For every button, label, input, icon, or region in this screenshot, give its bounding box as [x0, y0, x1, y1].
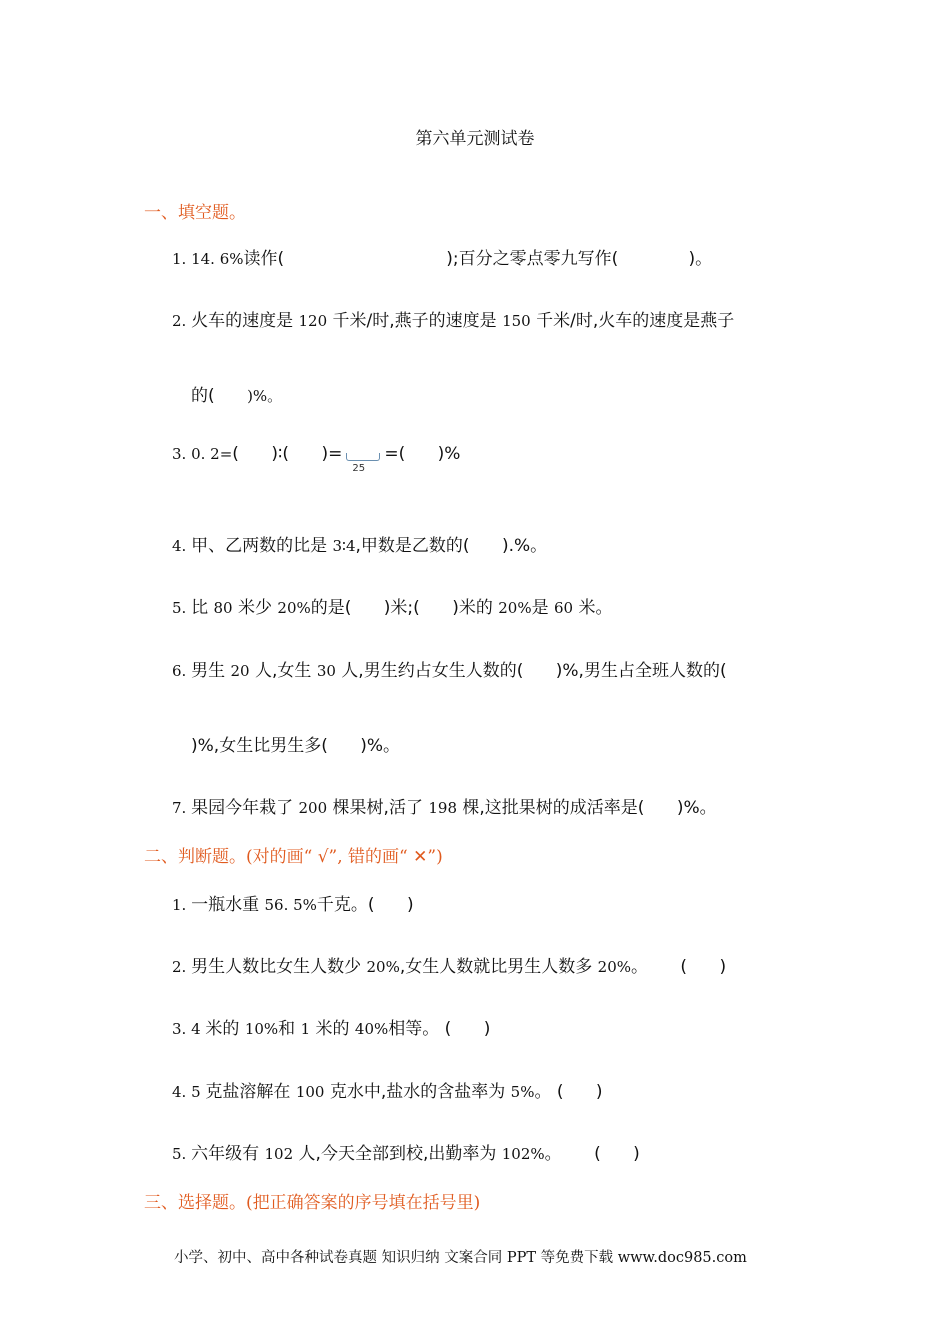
question-number: 5.: [172, 599, 192, 617]
fill-question-7: 7. 果园今年栽了 200 棵果树,活了 198 棵,这批果树的成活率是( )%。: [172, 798, 717, 818]
judge-question-1: 1. 一瓶水重 56. 5%千克。( ): [172, 895, 414, 915]
question-number: 4.: [172, 537, 192, 555]
fill-question-3: 3. 0. 2=( )∶( )= 25 =( )%: [172, 444, 461, 474]
fraction-blank: 25: [344, 447, 382, 471]
fill-question-4: 4. 甲、乙两数的比是 3∶4,甲数是乙数的( ).%。: [172, 536, 548, 556]
page-footer: 小学、初中、高中各种试卷真题 知识归纳 文案合同 PPT 等免费下载 www.doc985.com: [174, 1250, 747, 1266]
fill-question-6: 6. 男生 20 人,女生 30 人,男生约占女生人数的( )%,男生占全班人数的(: [172, 661, 727, 681]
fill-question-2-continued: 的( )%。: [191, 386, 283, 406]
fill-question-1: 1. 14. 6%读作( );百分之零点零九写作( )。: [172, 249, 713, 269]
judge-question-5: 5. 六年级有 102 人,今天全部到校,出勤率为 102%。 ( ): [172, 1144, 640, 1164]
section-heading-multiple-choice: 三、选择题。(把正确答案的序号填在括号里): [144, 1193, 481, 1213]
question-number: 4. 5: [172, 1083, 206, 1101]
section-heading-true-false: 二、判断题。(对的画“ √”, 错的画“ ✕”): [144, 847, 443, 867]
fill-question-6-continued: )%,女生比男生多( )%。: [191, 736, 401, 756]
question-number: 3. 0. 2=: [172, 445, 233, 463]
fill-question-2: 2. 火车的速度是 120 千米/时,燕子的速度是 150 千米/时,火车的速度是燕子: [172, 311, 735, 331]
page-title: 第六单元测试卷: [415, 129, 535, 149]
question-number: 2.: [172, 958, 192, 976]
question-number: 5.: [172, 1145, 192, 1163]
question-number: 6.: [172, 662, 192, 680]
judge-question-4: 4. 5 克盐溶解在 100 克水中,盐水的含盐率为 5%。 ( ): [172, 1082, 603, 1102]
question-number: 3. 4: [172, 1020, 206, 1038]
fill-question-5: 5. 比 80 米少 20%的是( )米;( )米的 20%是 60 米。: [172, 598, 613, 618]
judge-question-3: 3. 4 米的 10%和 1 米的 40%相等。 ( ): [172, 1019, 491, 1039]
judge-question-2: 2. 男生人数比女生人数少 20%,女生人数就比男生人数多 20%。 ( ): [172, 957, 727, 977]
question-number: 1.: [172, 896, 192, 914]
section-heading-fill-in: 一、填空题。: [144, 203, 246, 223]
question-number: 7.: [172, 799, 192, 817]
question-number: 1. 14. 6%: [172, 250, 244, 268]
question-number: 2.: [172, 312, 192, 330]
